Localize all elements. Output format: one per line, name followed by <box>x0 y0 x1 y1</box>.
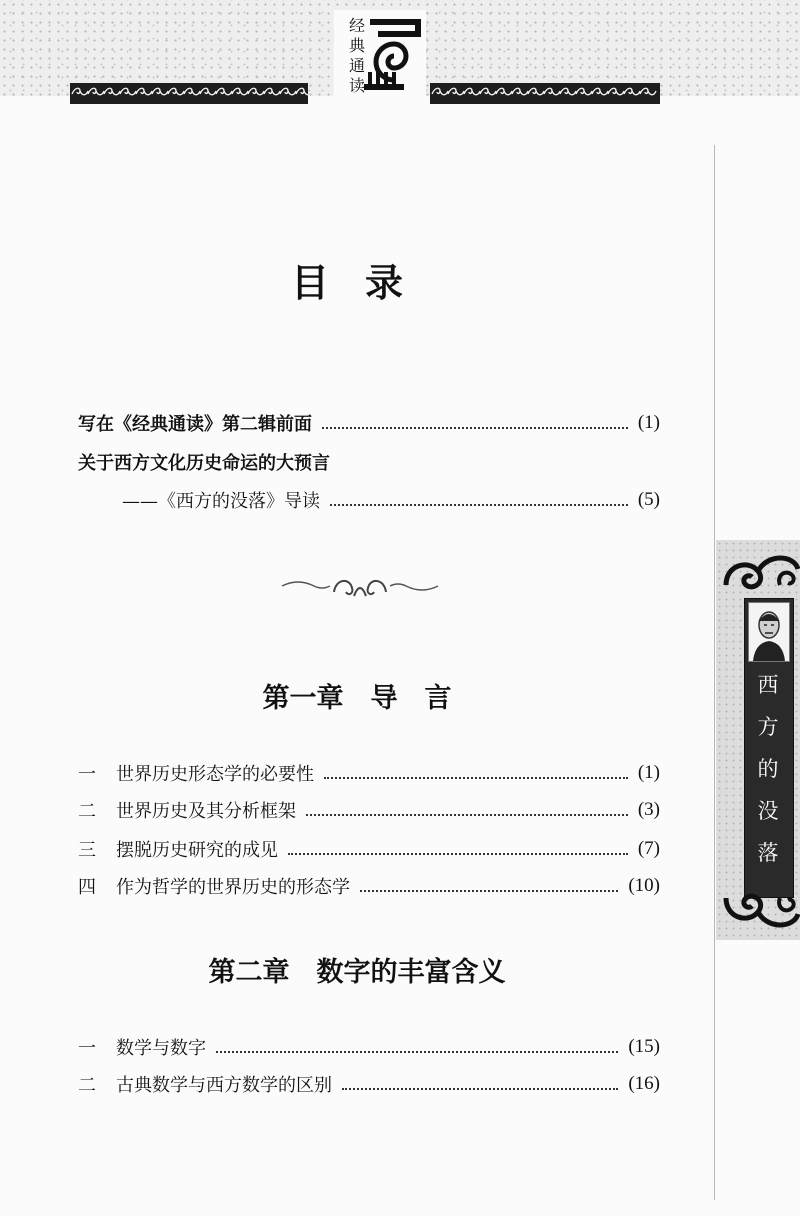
dot-leader <box>324 777 628 779</box>
book-title-vertical <box>744 664 792 874</box>
toc-entry-text: 摆脱历史研究的成见 <box>116 840 278 861</box>
dot-leader <box>322 427 628 429</box>
dot-leader <box>288 853 628 855</box>
toc-page-number: (3) <box>637 799 660 820</box>
dot-leader <box>360 890 618 892</box>
dot-leader <box>330 504 628 506</box>
toc-entry-text: 世界历史及其分析框架 <box>116 801 296 822</box>
toc-page-number: (10) <box>628 875 660 896</box>
series-char: 经 <box>348 16 365 35</box>
chapter-heading: 第一章 导 言 <box>262 683 452 714</box>
toc-page-number: (5) <box>637 489 660 510</box>
toc-entry[interactable] <box>78 1069 660 1099</box>
toc-entry[interactable] <box>122 485 660 515</box>
toc-page-number: (1) <box>637 762 660 783</box>
toc-entry[interactable] <box>78 871 660 901</box>
section-number: 四 <box>78 877 96 898</box>
toc-entry[interactable] <box>78 758 660 788</box>
title-char: 落 <box>757 841 779 865</box>
scroll-ornament-top-icon <box>718 545 800 599</box>
section-number: 三 <box>78 840 96 861</box>
series-char: 读 <box>348 76 365 95</box>
section-divider-ornament-icon <box>278 572 442 602</box>
title-char: 的 <box>757 757 779 781</box>
chapter-heading: 第二章 数字的丰富含义 <box>208 957 506 988</box>
section-number: 一 <box>78 764 96 785</box>
toc-entry[interactable] <box>78 834 660 864</box>
dot-leader <box>216 1051 618 1053</box>
title-char: 方 <box>757 715 779 739</box>
series-char: 典 <box>348 36 365 55</box>
toc-entry[interactable] <box>78 447 660 477</box>
series-name <box>346 16 368 96</box>
title-char: 没 <box>757 799 779 823</box>
toc-entry-text: 关于西方文化历史命运的大预言 <box>78 453 330 474</box>
header-pattern-left <box>70 83 308 104</box>
toc-entry-text: ——《西方的没落》导读 <box>122 491 320 512</box>
title-char: 西 <box>757 673 779 697</box>
section-number: 二 <box>78 801 96 822</box>
toc-page-number: (7) <box>637 838 660 859</box>
scroll-ornament-bottom-icon <box>718 884 800 938</box>
toc-page-number: (1) <box>637 412 660 433</box>
toc-entry-text: 世界历史形态学的必要性 <box>116 764 314 785</box>
page-title: 目录 <box>290 260 439 305</box>
toc-entry[interactable] <box>78 795 660 825</box>
toc-entry[interactable] <box>78 408 660 438</box>
wave-pattern <box>72 88 308 94</box>
dot-leader <box>342 1088 618 1090</box>
toc-entry[interactable] <box>78 1032 660 1062</box>
toc-entry-text: 作为哲学的世界历史的形态学 <box>116 877 350 898</box>
header-pattern-right <box>430 83 660 104</box>
toc-entry-text: 写在《经典通读》第二辑前面 <box>78 414 312 435</box>
wave-pattern <box>432 88 656 94</box>
toc-entry-text: 古典数学与西方数学的区别 <box>116 1075 332 1096</box>
toc-page-number: (15) <box>628 1036 660 1057</box>
section-number: 一 <box>78 1038 96 1059</box>
author-portrait-icon <box>748 602 790 662</box>
toc-entry-text: 数学与数字 <box>116 1038 206 1059</box>
dot-leader <box>306 814 628 816</box>
section-number: 二 <box>78 1075 96 1096</box>
series-char: 通 <box>348 56 365 75</box>
toc-page-number: (16) <box>628 1073 660 1094</box>
page-edge-rule <box>714 145 715 1200</box>
